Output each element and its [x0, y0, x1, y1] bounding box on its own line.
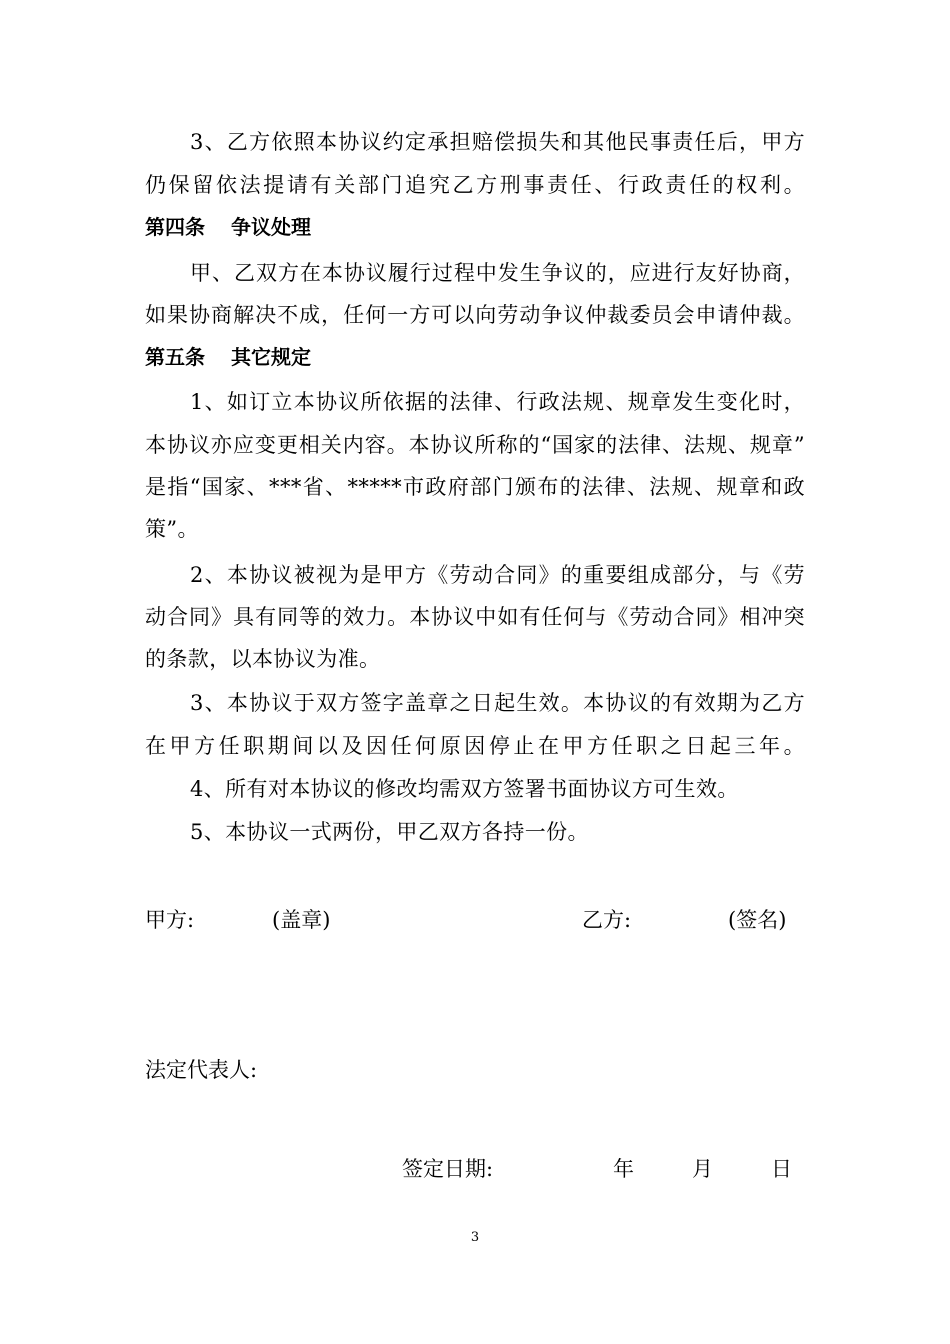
party-a-label: 甲方: [145, 908, 195, 932]
article-number: 第五条 [145, 345, 205, 369]
signing-date-label: 签定日期: [402, 1157, 494, 1181]
paragraph-line: 本协议亦应变更相关内容。本协议所称的“国家的法律、法规、规章” [145, 433, 805, 457]
paragraph-line: 仍保留依法提请有关部门追究乙方刑事责任、行政责任的权利。 [145, 173, 805, 197]
paragraph-line: 是指“国家、***省、*****市政府部门颁布的法律、法规、规章和政 [145, 475, 805, 499]
party-b-label: 乙方: [582, 908, 632, 932]
paragraph-line: 3、本协议于双方签字盖章之日起生效。本协议的有效期为乙方 [190, 691, 805, 715]
paragraph-line: 1、如订立本协议所依据的法律、行政法规、规章发生变化时， [190, 390, 805, 414]
date-month-label: 月 [692, 1157, 713, 1181]
party-b-signature-note: (签名) [728, 908, 787, 932]
paragraph-line: 策”。 [145, 517, 199, 541]
article-title: 争议处理 [231, 215, 311, 239]
paragraph-line: 5、本协议一式两份，甲乙双方各持一份。 [190, 820, 589, 844]
date-day-label: 日 [771, 1157, 792, 1181]
paragraph-line: 的条款，以本协议为准。 [145, 647, 381, 671]
paragraph-line: 3、乙方依照本协议约定承担赔偿损失和其他民事责任后，甲方 [190, 130, 805, 154]
article-heading [145, 342, 311, 372]
date-year-label: 年 [613, 1157, 634, 1181]
paragraph-line: 在甲方任职期间以及因任何原因停止在甲方任职之日起三年。 [145, 734, 805, 758]
legal-representative-label: 法定代表人: [145, 1058, 258, 1082]
paragraph-line: 2、本协议被视为是甲方《劳动合同》的重要组成部分，与《劳 [190, 563, 805, 587]
party-a-seal-note: (盖章) [272, 908, 331, 932]
article-title: 其它规定 [231, 345, 311, 369]
paragraph-line: 甲、乙双方在本协议履行过程中发生争议的，应进行友好协商， [190, 261, 805, 285]
article-heading [145, 212, 311, 242]
page-number: 3 [470, 1230, 480, 1245]
paragraph-line: 如果协商解决不成，任何一方可以向劳动争议仲裁委员会申请仲裁。 [145, 303, 805, 327]
article-number: 第四条 [145, 215, 205, 239]
paragraph-line: 动合同》具有同等的效力。本协议中如有任何与《劳动合同》相冲突 [145, 605, 805, 629]
paragraph-line: 4、所有对本协议的修改均需双方签署书面协议方可生效。 [190, 777, 739, 801]
